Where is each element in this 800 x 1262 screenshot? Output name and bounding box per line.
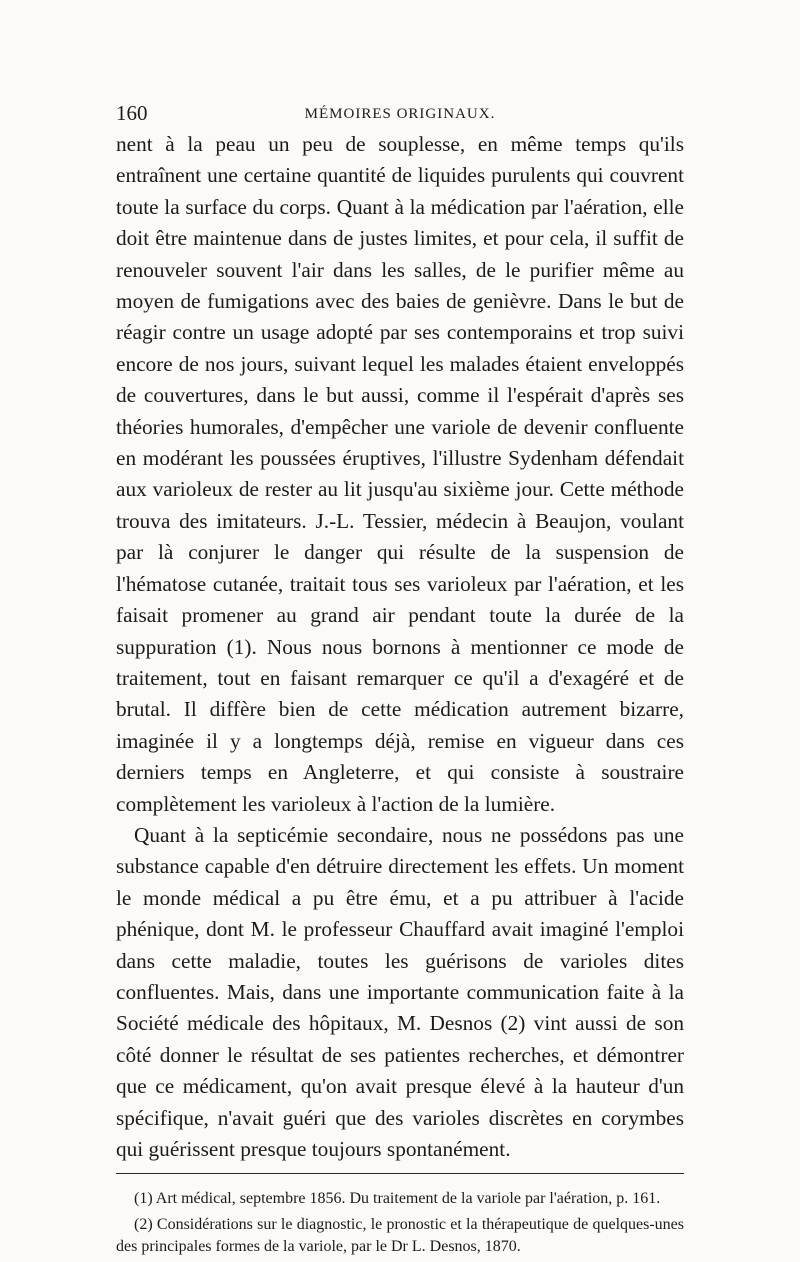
footnotes [116, 1188, 684, 1258]
footnote: (2) Considérations sur le diagnostic, le pronostic et la thérapeutique de quelques-unes des principales formes de la variole, par le Dr L. Desnos, 1870. [116, 1216, 684, 1256]
book-page [116, 100, 684, 1262]
page-number: 160 [116, 101, 148, 125]
paragraph: Quant à la septicémie secondaire, nous ne possédons pas une substance capable d'en détruire directement les effets. Un moment le monde médical a pu être ému, et a pu attribuer à l'acide phénique, dont M. le professeur Chauffard avait imaginé l'emploi dans cette maladie, toutes les guérisons de varioles dites confluentes. Mais, dans une importante communication faite à la Société médicale des hôpitaux, M. Desnos (2) vint aussi de son côté donner le résultat de ses patientes recherches, et démontrer que ce médicament, qu'on avait presque élevé à la hauteur d'un spécifique, n'avait guéri que des varioles discrètes en corymbes qui guérissent presque toujours spontanément. [116, 822, 684, 1161]
running-title: MÉMOIRES ORIGINAUX. [304, 106, 496, 122]
body-text [116, 129, 684, 1165]
footnote-divider [116, 1173, 684, 1174]
paragraph: nent à la peau un peu de souplesse, en même temps qu'ils entraînent une certaine quantité de liquides purulents qui couvrent toute la surface du corps. Quant à la médication par l'aération, elle doit être maintenue dans de justes limites, et pour cela, il suffit de renouveler souvent l'air dans les salles, de le purifier même au moyen de fumigations avec des baies de genièvre. Dans le but de réagir contre un usage adopté par ses contemporains et trop suivi encore de nos jours, suivant lequel les malades étaient enveloppés de couvertures, dans le but aussi, comme il l'espérait d'après ses théories humorales, d'empêcher une variole de devenir confluente en modérant les poussées éruptives, l'illustre Sydenham défendait aux varioleux de rester au lit jusqu'au sixième jour. Cette méthode trouva des imitateurs. J.-L. Tessier, médecin à Beaujon, voulant par là conjurer le danger qui résulte de la suspension de l'hématose cutanée, traitait tous ses varioleux par l'aération, et les faisait promener au grand air pendant toute la durée de la suppuration (1). Nous nous bornons à mentionner ce mode de traitement, tout en faisant remarquer ce qu'il a d'exagéré et de brutal. Il diffère bien de cette médication autrement bizarre, imaginée il y a longtemps déjà, remise en vigueur dans ces derniers temps en Angleterre, et qui consiste à soustraire complètement les varioleux à l'action de la lumière. [116, 132, 684, 816]
footnote: (1) Art médical, septembre 1856. Du traitement de la variole par l'aération, p. 161. [134, 1190, 661, 1208]
page-header [116, 100, 684, 126]
